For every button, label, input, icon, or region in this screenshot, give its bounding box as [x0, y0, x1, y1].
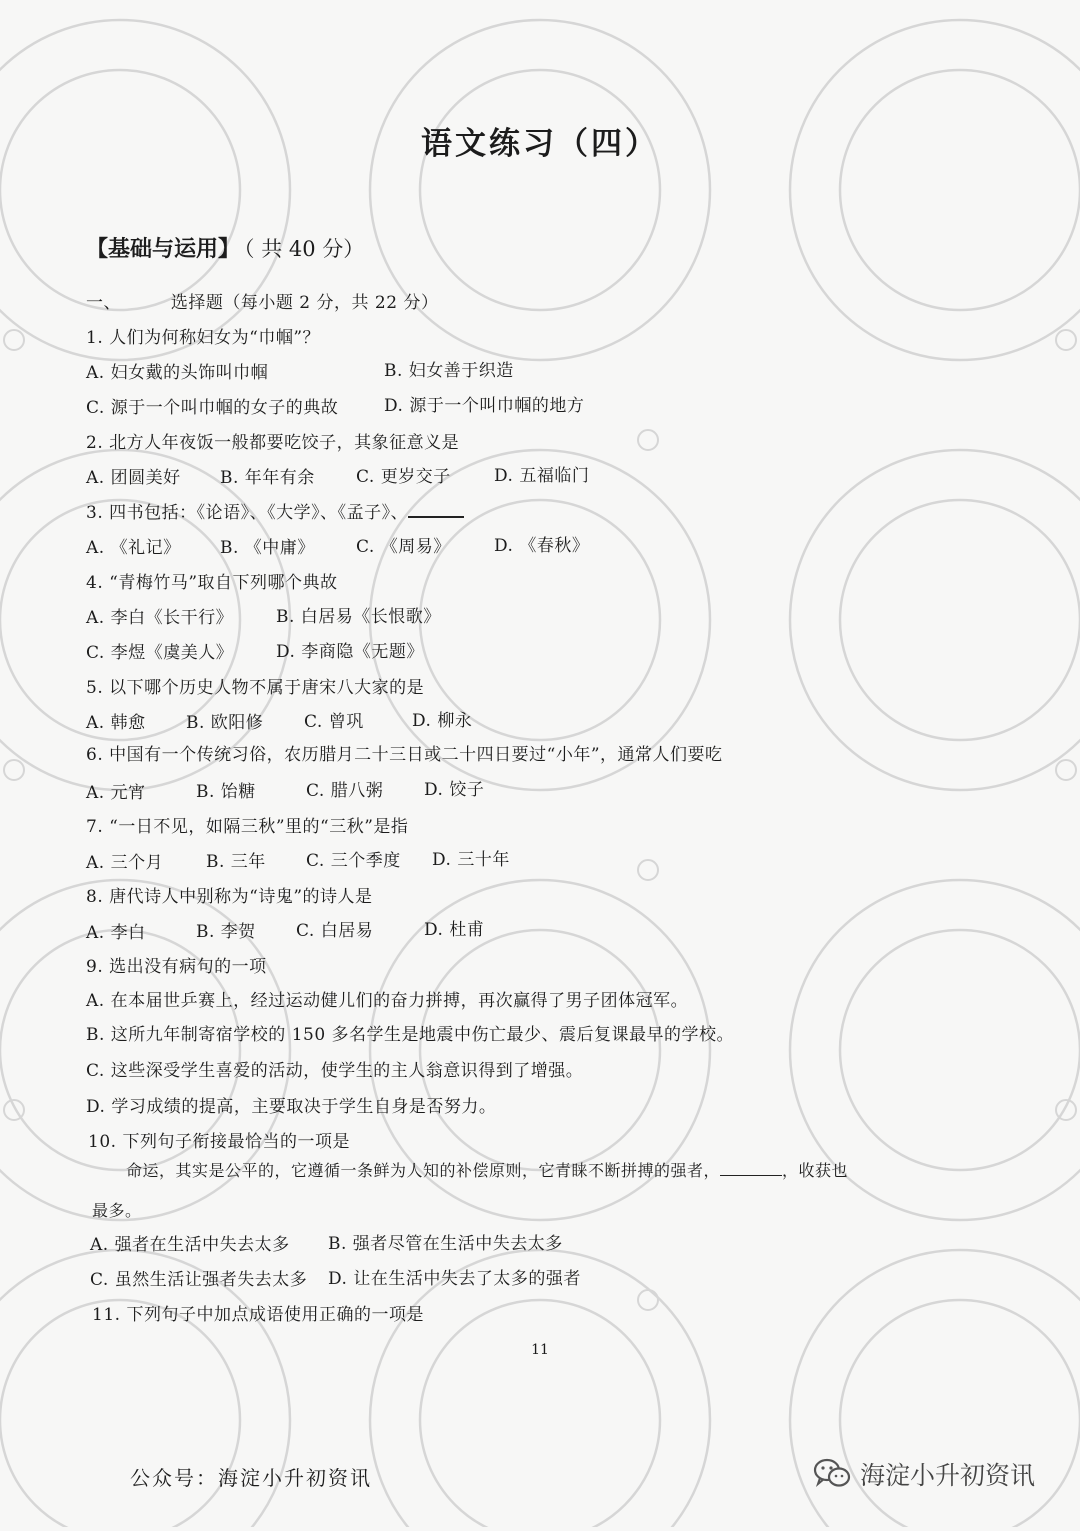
- question-7-stem: 7. “一日不见，如隔三秋”里的“三秋”是指: [86, 817, 409, 837]
- q9-option-d: D. 学习成绩的提高，主要取决于学生自身是否努力。: [86, 1097, 497, 1117]
- q4-option-a: A. 李白《长干行》: [86, 608, 234, 628]
- question-8-stem: 8. 唐代诗人中别称为“诗鬼”的诗人是: [86, 887, 373, 907]
- q4-option-d: D. 李商隐《无题》: [276, 642, 424, 662]
- q6-option-d: D. 饺子: [424, 780, 485, 800]
- watermark-ring: [638, 860, 658, 880]
- q2-option-b: B. 年年有余: [220, 468, 315, 488]
- q1-option-d: D. 源于一个叫巾帼的地方: [384, 396, 585, 416]
- question-9-stem: 9. 选出没有病句的一项: [86, 957, 267, 977]
- footer-account-label: 公众号：海淀小升初资讯: [130, 1466, 372, 1490]
- watermark-ring: [4, 760, 24, 780]
- question-3-stem: 3. 四书包括：《论语》、《大学》、《孟子》、: [86, 503, 409, 523]
- q1-option-a: A. 妇女戴的头饰叫巾帼: [86, 363, 269, 383]
- q1-option-b: B. 妇女善于织造: [384, 361, 514, 381]
- footer-brand-text: 海淀小升初资讯: [860, 1461, 1036, 1490]
- q3-option-b: B. 《中庸》: [220, 538, 315, 558]
- q7-option-c: C. 三个季度: [306, 851, 401, 871]
- q7-option-b: B. 三年: [206, 852, 266, 872]
- section-name: 【基础与运用】: [86, 236, 241, 262]
- q9-option-b: B. 这所九年制寄宿学校的 150 多名学生是地震中伤亡最少、震后复课最早的学校。: [86, 1025, 735, 1045]
- q7-option-d: D. 三十年: [432, 850, 510, 870]
- question-10-stem: 10. 下列句子衔接最恰当的一项是: [88, 1132, 350, 1152]
- q8-option-b: B. 李贺: [196, 922, 256, 942]
- watermark-ring: [4, 330, 24, 350]
- q2-option-c: C. 更岁交子: [356, 467, 451, 487]
- q4-option-c: C. 李煜《虞美人》: [86, 643, 234, 663]
- q6-option-c: C. 腊八粥: [306, 781, 384, 801]
- q8-option-d: D. 杜甫: [424, 920, 485, 940]
- q6-option-a: A. 元宵: [86, 783, 146, 803]
- answer-blank: [408, 502, 464, 518]
- watermark-ring: [1056, 330, 1076, 350]
- q8-option-c: C. 白居易: [296, 921, 374, 941]
- q10-option-d: D. 让在生活中失去了太多的强者: [328, 1269, 581, 1289]
- watermark-ring: [638, 1290, 658, 1310]
- question-4-stem: 4. “青梅竹马”取自下列哪个典故: [86, 573, 338, 593]
- q5-option-a: A. 韩愈: [86, 713, 146, 733]
- passage-blank: [720, 1161, 782, 1176]
- q5-option-b: B. 欧阳修: [186, 713, 264, 733]
- passage-text-after: ，收获也: [782, 1161, 849, 1180]
- question-10-passage: [126, 1158, 848, 1181]
- section-heading: [86, 232, 364, 263]
- watermark-ring: [1056, 1100, 1076, 1120]
- q9-option-a: A. 在本届世乒赛上，经过运动健儿们的奋力拼搏，再次赢得了男子团体冠军。: [86, 991, 689, 1011]
- page-title: 语文练习（四）: [421, 126, 659, 162]
- q3-option-d: D. 《春秋》: [494, 536, 590, 556]
- wechat-icon: [812, 1457, 852, 1491]
- question-6-stem: 6. 中国有一个传统习俗，农历腊月二十三日或二十四日要过“小年”，通常人们要吃: [86, 745, 723, 765]
- q3-option-a: A. 《礼记》: [86, 538, 181, 558]
- q10-option-a: A. 强者在生活中失去太多: [90, 1235, 290, 1255]
- q5-option-d: D. 柳永: [412, 711, 473, 731]
- q9-option-c: C. 这些深受学生喜爱的活动，使学生的主人翁意识得到了增强。: [86, 1061, 584, 1081]
- watermark-ring: [638, 430, 658, 450]
- part-number: 一、: [86, 293, 121, 313]
- q10-option-c: C. 虽然生活让强者失去太多: [90, 1270, 308, 1290]
- question-2-stem: 2. 北方人年夜饭一般都要吃饺子，其象征意义是: [86, 433, 460, 453]
- watermark-ring: [1056, 760, 1076, 780]
- question-11-stem: 11. 下列句子中加点成语使用正确的一项是: [92, 1305, 424, 1325]
- part-title: 选择题（每小题 2 分，共 22 分）: [170, 293, 439, 313]
- section-score: （ 共 40 分）: [244, 237, 365, 261]
- watermark-stamp: [790, 20, 1080, 360]
- q3-option-c: C. 《周易》: [356, 537, 451, 557]
- q5-option-c: C. 曾巩: [304, 712, 364, 732]
- question-3: [86, 498, 464, 523]
- q2-option-d: D. 五福临门: [494, 466, 590, 486]
- q8-option-a: A. 李白: [86, 923, 146, 943]
- q2-option-a: A. 团圆美好: [86, 468, 181, 488]
- watermark-ring: [4, 1100, 24, 1120]
- watermark-stamp: [370, 1250, 710, 1527]
- q7-option-a: A. 三个月: [86, 853, 164, 873]
- question-5-stem: 5. 以下哪个历史人物不属于唐宋八大家的是: [86, 678, 425, 698]
- q6-option-b: B. 饴糖: [196, 782, 256, 802]
- q10-option-b: B. 强者尽管在生活中失去太多: [328, 1234, 563, 1254]
- passage-text: 命运，其实是公平的，它遵循一条鲜为人知的补偿原则，它青睐不断拼搏的强者，: [126, 1161, 721, 1180]
- page-number: 11: [531, 1342, 549, 1358]
- q1-option-c: C. 源于一个叫巾帼的女子的典故: [86, 398, 339, 418]
- footer-brand: [812, 1456, 1035, 1492]
- question-1-stem: 1. 人们为何称妇女为“巾帼”？: [86, 328, 321, 348]
- watermark-stamp: [790, 450, 1080, 790]
- part-heading: [86, 288, 438, 313]
- q4-option-b: B. 白居易《长恨歌》: [276, 607, 441, 627]
- passage-end: 最多。: [92, 1201, 142, 1220]
